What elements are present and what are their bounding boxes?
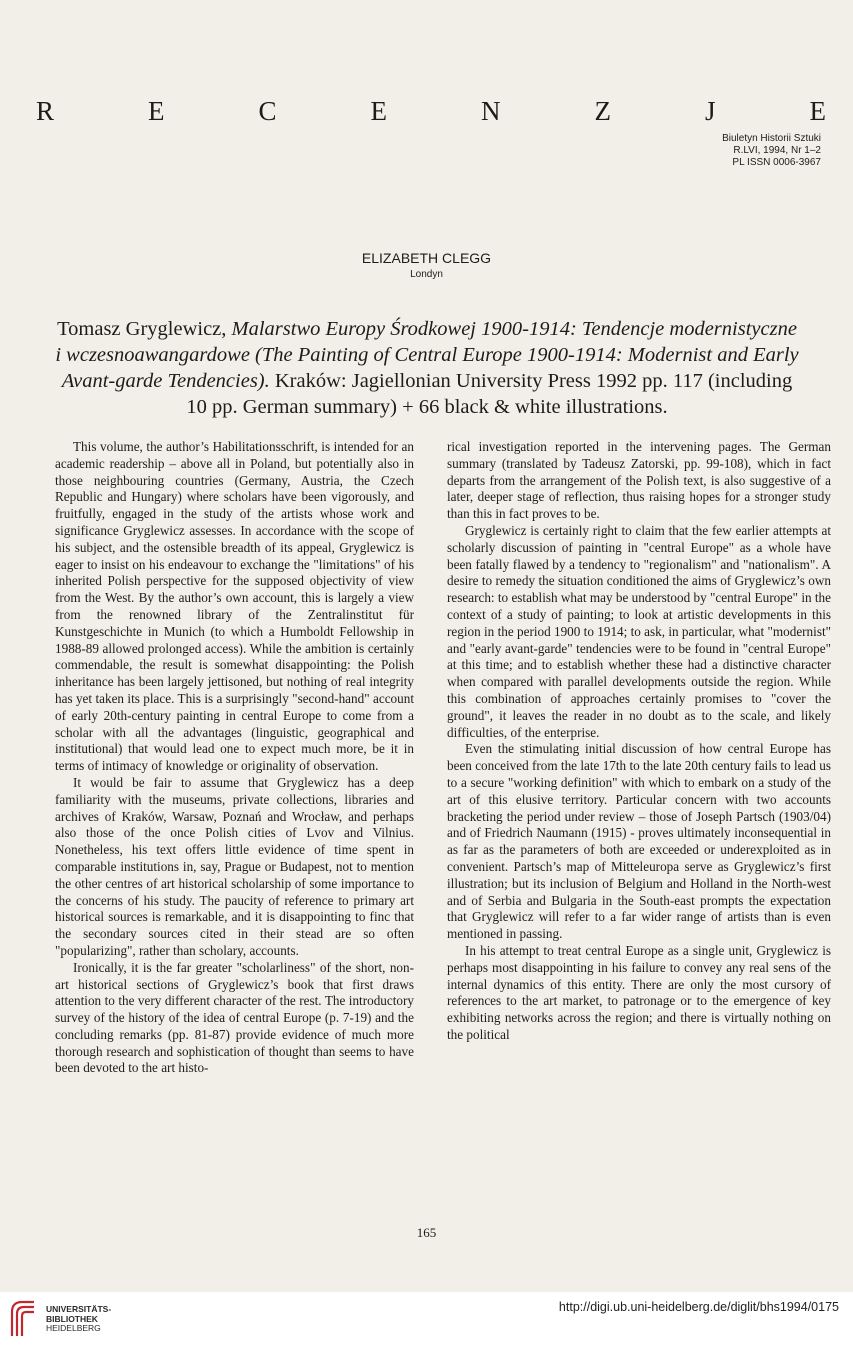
author-name: ELIZABETH CLEGG: [361, 250, 492, 266]
page-number: 165: [416, 1225, 437, 1240]
paragraph: rical investigation reported in the intervening pages. The German summary (translated by Tadeusz Zatorski, pp. 99-108), which in fact departs from the arrangement of the Polish text, is also suggestive of a later, deeper stage of reflection, thus raising hopes for a stronger study than this in fact proves to be.: [447, 439, 831, 522]
paragraph: In his attempt to treat central Europe as a single unit, Gryglewicz is perhaps most disappointing in his failure to convey any real sens of the internal dynamics of this entity. There are only the most cursory of references to the art market, to patronage or to the emergence of key exhibiting networks across the region; and there is virtually nothing on the political: [447, 942, 831, 1042]
section-letter: J: [704, 96, 716, 126]
text-column-right: [447, 439, 831, 1044]
library-name-line: UNIVERSITÄTS-: [46, 1304, 112, 1314]
book-ref-line-2: i wczesnoawangardowe (The Painting of Central Europe 1900-1914: Modernist and Early: [55, 344, 799, 366]
library-name-line: HEIDELBERG: [46, 1323, 101, 1333]
book-publisher: Kraków: Jagiellonian University Press 1992 pp. 117 (including: [269, 370, 793, 392]
journal-name: Biuletyn Historii Sztuki: [722, 133, 821, 144]
book-reference: [24, 316, 830, 420]
paragraph: Even the stimulating initial discussion of how central Europe has been conceived from the late 17th to the late 20th century fails to lead us to a secure "working definition" with which to embark on a study of the art of this elusive territory. Particular concern with two accounts bracketing the period under review – those of Joseph Partsch (1903/04) and of Friedrich Naumann (1915) - proves ultimately inconsequential in as far as the parameters of both are exceeded or underexploited as in convenient. Partsch’s map of Mitteleuropa serve as Gryglewicz’s first illustration; but its inclusion of Belgium and Holland in the North-west and of Serbia and Bulgaria in the South-east prompts the expectation that Gryglewicz will refer to a far wider range of artists than is even mentioned in passing.: [447, 741, 831, 942]
section-letter: R: [36, 96, 55, 126]
source-url-link[interactable]: http://digi.ub.uni-heidelberg.de/diglit/bhs1994/0175: [558, 1300, 839, 1314]
book-ref-line-4: 10 pp. German summary) + 66 black & white illustrations.: [186, 396, 668, 418]
text-column-left: [55, 439, 414, 1077]
section-letter: E: [148, 96, 165, 126]
book-ref-line-1: [24, 316, 830, 342]
book-ref-line-3: [24, 368, 830, 394]
journal-volume: R.LVI, 1994, Nr 1–2: [733, 145, 821, 156]
library-logo-icon: [8, 1296, 38, 1340]
section-letter: N: [480, 96, 501, 126]
book-title-pl: Malarstwo Europy Środkowej 1900-1914: Tendencje modernistyczne: [231, 318, 797, 340]
paragraph: Gryglewicz is certainly right to claim that the few earlier attempts at scholarly discussion of painting in "central Europe" as a whole have been fatally flawed by a tendency to "regionalism" and "nationalism". A desire to remedy the situation conditioned the aims of Gryglewicz’s own research: to establish what may be understood by "central Europe" in the context of a study of painting; to look at artistic developments in this region in the period 1900 to 1914; to ask, in particular, what "modernist" and "early avant-garde" tendencies were to be found in "central Europe" at this time; and to establish whether these had a distinctive character when compared with parallel developments outside the region. While this combination of approaches certainly promises to "cover the ground", it leaves the reader in no doubt as to the scale, and likely difficulties, of the enterprise.: [447, 522, 831, 740]
paragraph: Ironically, it is the far greater "scholarliness" of the short, non-art historical sections of Gryglewicz’s book that first draws attention to the very different character of the rest. The introductory survey of the history of the idea of central Europe (p. 7-19) and the concluding remarks (pp. 81-87) provide evidence of much more thorough research and sophistication of thought than seems to have been devoted to the art histo-: [55, 959, 414, 1076]
library-name: [46, 1305, 111, 1334]
journal-issn: PL ISSN 0006-3967: [732, 157, 821, 168]
author-city: Londyn: [410, 269, 443, 280]
section-title: [36, 96, 826, 126]
library-name-line: BIBLIOTHEK: [46, 1313, 98, 1324]
section-letter: C: [258, 96, 277, 126]
paragraph: It would be fair to assume that Gryglewicz has a deep familiarity with the museums, private collections, libraries and archives of Kraków, Warsaw, Poznań and Wrocław, and perhaps also those of the once Polish cities of Lvov and Vilnius. Nonetheless, his text offers little evidence of time spent in comparable institutions in, say, Prague or Budapest, not to mention the other centres of art historical scholarship of some importance to the concerns of his study. The paucity of reference to primary art historical sources is remarkable, and it is disappointing to finc that the secondary sources cited in their stead are so often "popularizing", rather than scholary, accounts.: [55, 774, 414, 958]
journal-reference: [722, 133, 821, 169]
paragraph: This volume, the author’s Habilitationsschrift, is intended for an academic readership – above all in Poland, but potentially also in those neighbouring countries (Germany, Austria, the Czech Republic and Hungary) where scholars have been vigorously, and fruitfully, engaged in the study of the artists whose work and significance Gryglewicz assesses. In accordance with the scope of his subject, and the ostensible breadth of its appeal, Gryglewicz is eager to insist on his endeavour to exchange the "limitations" of his inherited Polish perspective for the supposed objectivity of view from the West. By the author’s own account, this is largely a view from the renowned library of the Zentralinstitut für Kunstgeschichte in Munich (to which a Humboldt Fellowship in 1988-89 allowed prolonged access). While the ambition is certainly commendable, the result is somewhat disappointing: the Polish inheritance has been largely jettisoned, but nothing of real integrity has yet taken its place. This is a surprisingly "second-hand" account of early 20th-century painting in central Europe to come from a scholar with all the advantages (linguistic, geographical and institutional) that would lead one to expect much more, be it in terms of intimacy of knowledge or originality of observation.: [55, 439, 414, 774]
section-letter: E: [370, 96, 387, 126]
author-block: [0, 250, 853, 281]
book-author: Tomasz Gryglewicz,: [57, 318, 232, 340]
digitization-footer: [0, 1292, 853, 1351]
book-title-en-end: Avant-garde Tendencies).: [61, 370, 270, 392]
section-letter: E: [809, 96, 826, 126]
section-letter: Z: [594, 96, 611, 126]
